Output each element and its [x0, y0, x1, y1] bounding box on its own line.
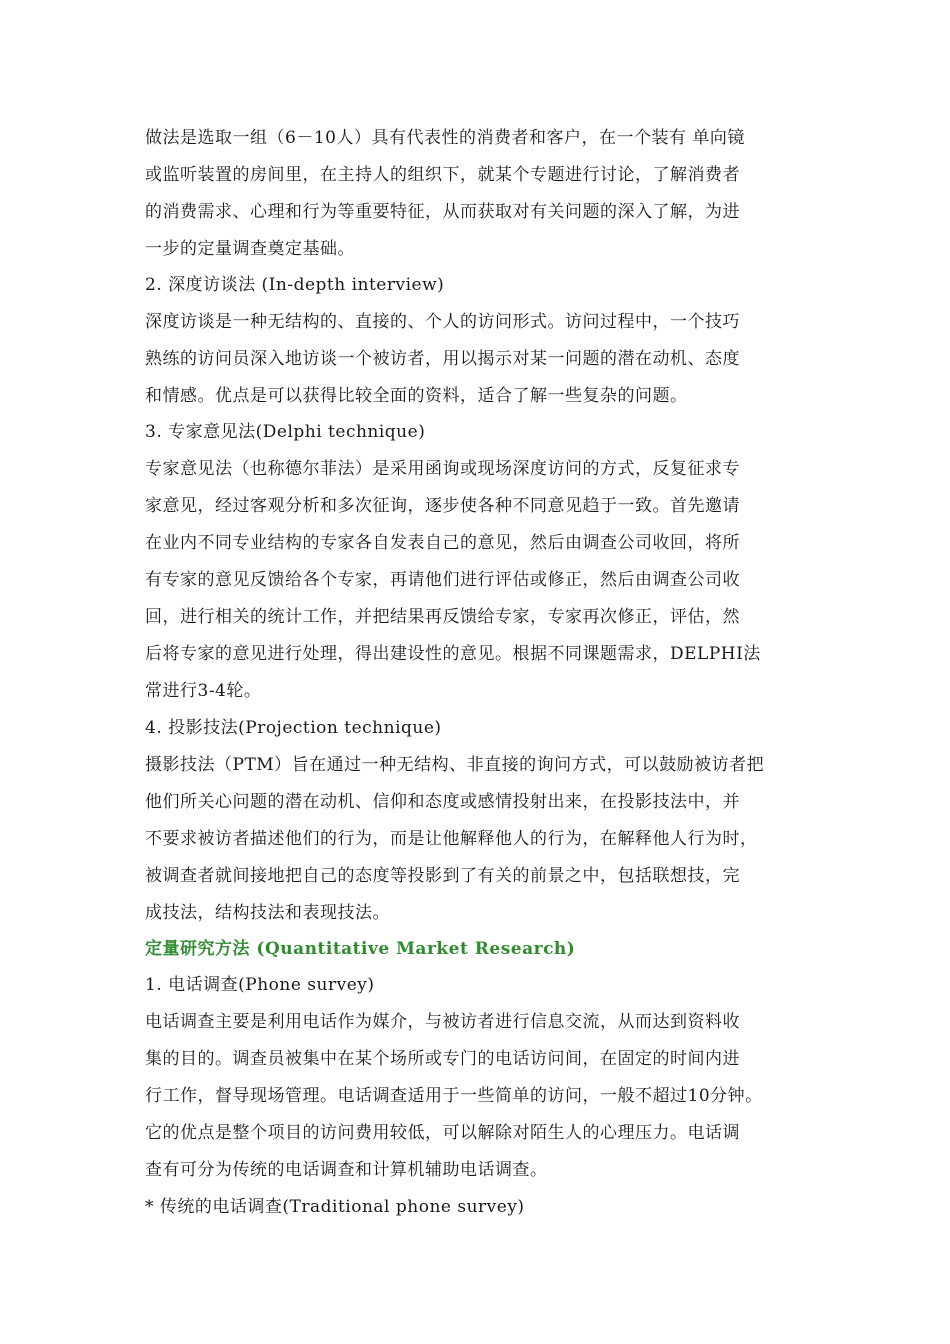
paragraph-line: 摄影技法（PTM）旨在通过一种无结构、非直接的询问方式，可以鼓励被访者把 [145, 755, 765, 775]
paragraph-line: 回，进行相关的统计工作，并把结果再反馈给专家，专家再次修正，评估，然 [145, 607, 740, 627]
paragraph-line: 行工作，督导现场管理。电话调查适用于一些简单的访问，一般不超过10分钟。 [145, 1086, 763, 1106]
paragraph-line: 一步的定量调查奠定基础。 [145, 239, 355, 259]
paragraph-line: 不要求被访者描述他们的行为，而是让他解释他人的行为，在解释他人行为时， [145, 829, 758, 849]
paragraph-line: 成技法，结构技法和表现技法。 [145, 903, 390, 923]
paragraph-line: 他们所关心问题的潜在动机、信仰和态度或感情投射出来，在投影技法中，并 [145, 792, 740, 812]
paragraph-line: 它的优点是整个项目的访问费用较低，可以解除对陌生人的心理压力。电话调 [145, 1123, 740, 1143]
paragraph-line: 熟练的访问员深入地访谈一个被访者，用以揭示对某一问题的潜在动机、态度 [145, 349, 740, 369]
section-heading: 1. 电话调查(Phone survey) [145, 975, 375, 995]
paragraph-line: 查有可分为传统的电话调查和计算机辅助电话调查。 [145, 1160, 548, 1180]
quantitative-research-heading: 定量研究方法 (Quantitative Market Research) [145, 939, 576, 959]
paragraph-line: 的消费需求、心理和行为等重要特征，从而获取对有关问题的深入了解，为进 [145, 202, 740, 222]
paragraph-line: 专家意见法（也称德尔菲法）是采用函询或现场深度访问的方式，反复征求专 [145, 459, 740, 479]
paragraph-line: 家意见，经过客观分析和多次征询，逐步使各种不同意见趋于一致。首先邀请 [145, 496, 740, 516]
paragraph-line: 做法是选取一组（6－10人）具有代表性的消费者和客户，在一个装有 单向镜 [145, 128, 745, 148]
paragraph-line: 电话调查主要是利用电话作为媒介，与被访者进行信息交流，从而达到资料收 [145, 1012, 740, 1032]
bullet-heading: * 传统的电话调查(Traditional phone survey) [145, 1197, 525, 1217]
paragraph-line: 常进行3-4轮。 [145, 681, 262, 701]
paragraph-line: 有专家的意见反馈给各个专家，再请他们进行评估或修正，然后由调查公司收 [145, 570, 740, 590]
paragraph-line: 在业内不同专业结构的专家各自发表自己的意见，然后由调查公司收回，将所 [145, 533, 740, 553]
section-heading: 4. 投影技法(Projection technique) [145, 718, 442, 738]
paragraph-line: 被调查者就间接地把自己的态度等投影到了有关的前景之中，包括联想技，完 [145, 866, 740, 886]
paragraph-line: 集的目的。调查员被集中在某个场所或专门的电话访问间，在固定的时间内进 [145, 1049, 740, 1069]
paragraph-line: 后将专家的意见进行处理，得出建设性的意见。根据不同课题需求，DELPHI法 [145, 644, 761, 664]
section-heading: 2. 深度访谈法 (In-depth interview) [145, 275, 445, 295]
paragraph-line: 或监听装置的房间里，在主持人的组织下，就某个专题进行讨论，了解消费者 [145, 165, 740, 185]
section-heading: 3. 专家意见法(Delphi technique) [145, 422, 426, 442]
paragraph-line: 和情感。优点是可以获得比较全面的资料，适合了解一些复杂的问题。 [145, 386, 688, 406]
paragraph-line: 深度访谈是一种无结构的、直接的、个人的访问形式。访问过程中，一个技巧 [145, 312, 740, 332]
